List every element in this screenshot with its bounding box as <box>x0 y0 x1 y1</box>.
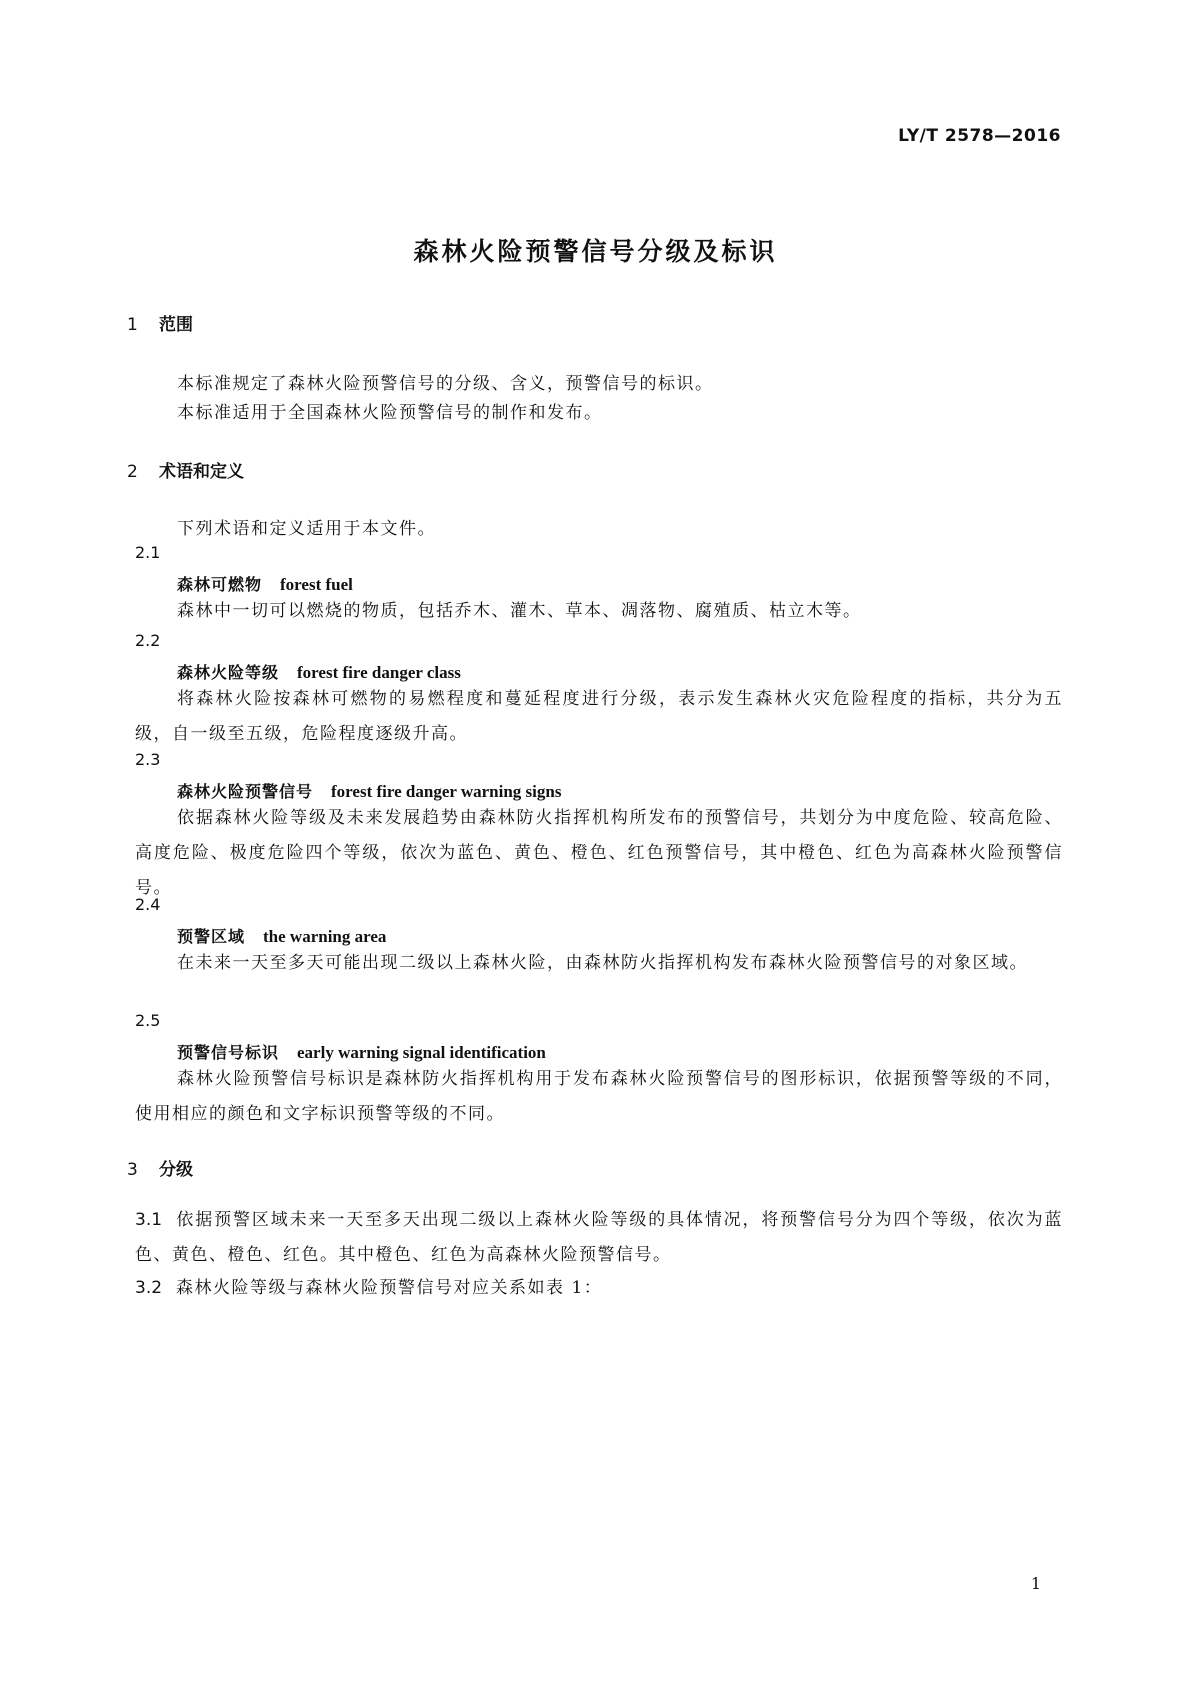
section-title: 术语和定义 <box>159 462 244 482</box>
clause-text: 森林火险等级与森林火险预警信号对应关系如表 1： <box>176 1278 603 1298</box>
section-title: 分级 <box>159 1160 193 1180</box>
section-number: 3 <box>127 1160 138 1180</box>
clause-number: 3.2 <box>135 1278 163 1298</box>
term-chinese: 森林火险预警信号 <box>177 782 314 801</box>
term-english: early warning signal identification <box>297 1043 546 1062</box>
term-heading <box>177 660 461 683</box>
term-definition: 森林火险预警信号标识是森林防火指挥机构用于发布森林火险预警信号的图形标识，依据预警等级的不同，使用相应的颜色和文字标识预警等级的不同。 <box>135 1069 1063 1124</box>
section-3-heading <box>127 1155 193 1180</box>
term-english: forest fire danger warning signs <box>331 782 562 801</box>
term-heading <box>177 1040 546 1063</box>
clause <box>135 1203 1063 1273</box>
section-1-heading <box>127 310 193 335</box>
section-number: 2 <box>127 462 138 482</box>
term-definition: 将森林火险按森林可燃物的易燃程度和蔓延程度进行分级，表示发生森林火灾危险程度的指标，共分为五级，自一级至五级，危险程度逐级升高。 <box>135 689 1063 744</box>
document-title: 森林火险预警信号分级及标识 <box>413 237 778 266</box>
paragraph: 本标准适用于全国森林火险预警信号的制作和发布。 <box>177 403 603 423</box>
paragraph: 下列术语和定义适用于本文件。 <box>177 519 436 539</box>
term-english: forest fire danger class <box>297 663 461 682</box>
clause <box>135 1271 1063 1306</box>
term-heading <box>177 779 561 802</box>
term-english: forest fuel <box>280 575 353 594</box>
clause-text: 依据预警区域未来一天至多天出现二级以上森林火险等级的具体情况，将预警信号分为四个等级，依次为蓝色、黄色、橙色、红色。其中橙色、红色为高森林火险预警信号。 <box>135 1210 1063 1265</box>
term-number: 2.5 <box>135 1011 161 1030</box>
term-chinese: 森林火险等级 <box>177 663 280 682</box>
term-chinese: 预警区域 <box>177 927 246 946</box>
term-definition: 依据森林火险等级及未来发展趋势由森林防火指挥机构所发布的预警信号，共划分为中度危险、较高危险、高度危险、极度危险四个等级，依次为蓝色、黄色、橙色、红色预警信号，其中橙色、红色为高森林火险预警信号。 <box>135 808 1063 898</box>
term-number: 2.1 <box>135 543 161 562</box>
clause-number: 3.1 <box>135 1210 163 1230</box>
section-number: 1 <box>127 315 138 335</box>
term-definition: 在未来一天至多天可能出现二级以上森林火险，由森林防火指挥机构发布森林火险预警信号的对象区域。 <box>177 953 1028 973</box>
term-number: 2.2 <box>135 631 161 650</box>
section-2-heading <box>127 457 244 482</box>
section-title: 范围 <box>159 315 193 335</box>
paragraph: 本标准规定了森林火险预警信号的分级、含义，预警信号的标识。 <box>177 374 714 394</box>
standard-code: LY/T 2578—2016 <box>898 126 1061 146</box>
term-heading <box>177 572 353 595</box>
term-number: 2.3 <box>135 750 161 769</box>
term-heading <box>177 924 386 947</box>
term-chinese: 森林可燃物 <box>177 575 263 594</box>
term-english: the warning area <box>263 927 387 946</box>
page-number: 1 <box>1030 1574 1041 1593</box>
term-number: 2.4 <box>135 895 161 914</box>
term-definition: 森林中一切可以燃烧的物质，包括乔木、灌木、草本、凋落物、腐殖质、枯立木等。 <box>177 601 862 621</box>
term-chinese: 预警信号标识 <box>177 1043 280 1062</box>
